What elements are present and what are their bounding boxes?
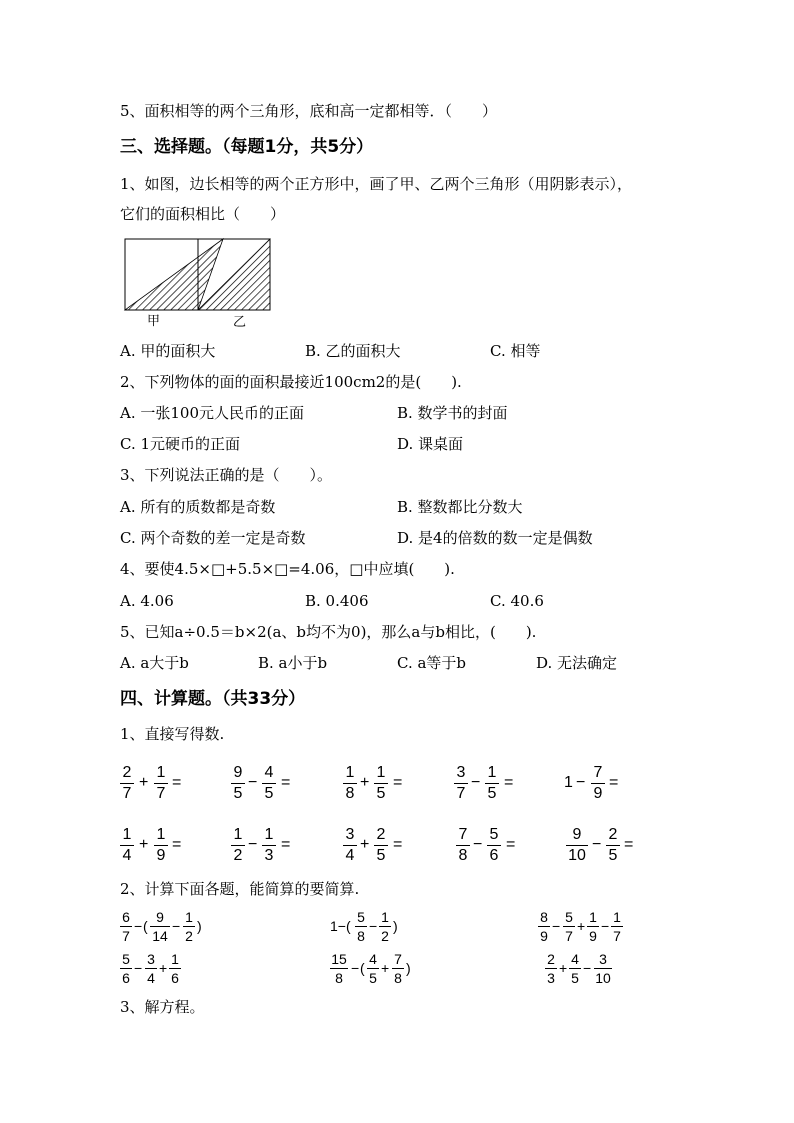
q5-option-d: D. 无法确定: [536, 654, 618, 672]
equals: =: [281, 774, 291, 791]
paren: ): [406, 960, 411, 976]
calc-q3-title: 3、解方程。: [120, 998, 205, 1016]
operator: +: [360, 774, 370, 791]
operator: +: [139, 836, 149, 853]
equals: =: [172, 774, 182, 791]
operator: +: [381, 960, 390, 976]
fraction: 7 9: [591, 765, 605, 802]
operator: +: [139, 774, 149, 791]
figure-label-jia: 甲: [147, 314, 161, 329]
fraction: 7 8: [456, 827, 470, 864]
fraction: 4 5: [569, 952, 581, 985]
operator: −: [552, 918, 561, 934]
fraction: 3 4: [145, 952, 157, 985]
equals: =: [393, 774, 403, 791]
operator: +: [360, 836, 370, 853]
fraction: 6 7: [120, 910, 132, 943]
choice-q1-line2: 它们的面积相比（ ）: [120, 205, 286, 223]
q2-option-b: B. 数学书的封面: [397, 404, 508, 422]
operator: −: [473, 836, 483, 853]
section-3-heading: 三、选择题。（每题1分，共5分）: [120, 137, 374, 157]
q5-option-c: C. a等于b: [397, 654, 467, 672]
q3-option-c: C. 两个奇数的差一定是奇数: [120, 529, 306, 547]
calc-q2-title: 2、计算下面各题，能简算的要简算.: [120, 880, 360, 898]
fraction: 3 10: [595, 951, 611, 986]
operator: −: [592, 836, 602, 853]
operator: −: [583, 960, 592, 976]
fraction: 1 5: [374, 765, 388, 802]
integer-one: 1: [564, 774, 573, 791]
fraction: 1 4: [120, 827, 134, 864]
fraction: 2 5: [374, 827, 388, 864]
fraction: 9 10: [566, 827, 588, 864]
q1-option-c: C. 相等: [490, 342, 541, 360]
operator: −: [576, 774, 586, 791]
fraction: 15 8: [331, 951, 347, 986]
calc-q1-title: 1、直接写得数.: [120, 725, 225, 743]
equals: =: [504, 774, 514, 791]
fraction: 4 5: [367, 952, 379, 985]
one-minus-paren: 1−(: [330, 918, 351, 934]
equals: =: [393, 836, 403, 853]
operator: −: [248, 774, 258, 791]
equals: =: [172, 836, 182, 853]
fraction: 4 5: [262, 765, 276, 802]
q1-option-a: A. 甲的面积大: [120, 342, 216, 360]
operator: +: [159, 960, 168, 976]
fraction: 7 8: [392, 952, 404, 985]
operator: −: [601, 918, 610, 934]
q2-option-c: C. 1元硬币的正面: [120, 435, 241, 453]
equals: =: [624, 836, 634, 853]
choice-q1-line1: 1、如图，边长相等的两个正方形中，画了甲、乙两个三角形（用阴影表示），: [120, 175, 633, 193]
paren: ): [393, 918, 398, 934]
q5-option-a: A. a大于b: [120, 654, 189, 672]
fraction: 9 5: [231, 765, 245, 802]
q4-option-b: B. 0.406: [305, 592, 369, 610]
q3-option-b: B. 整数都比分数大: [397, 498, 523, 516]
operator: +: [559, 960, 568, 976]
choice-q4: 4、要使4.5×□+5.5×□=4.06，□中应填( ).: [120, 560, 455, 578]
q1-option-b: B. 乙的面积大: [305, 342, 401, 360]
choice-q2: 2、下列物体的面的面积最接近100cm2的是( ).: [120, 373, 462, 391]
fraction: 2 5: [606, 827, 620, 864]
q2-option-d: D. 课桌面: [397, 435, 464, 453]
equals: =: [281, 836, 291, 853]
figure-label-yi: 乙: [233, 315, 247, 329]
paren: ): [197, 918, 202, 934]
fraction: 1 7: [154, 765, 168, 802]
q2-option-a: A. 一张100元人民币的正面: [120, 404, 304, 422]
fraction: 9 14: [150, 910, 170, 943]
operator: +: [577, 918, 586, 934]
fraction: 1 8: [343, 765, 357, 802]
fraction: 1 2: [231, 827, 245, 864]
fraction: 1 2: [183, 910, 195, 943]
fraction: 5 6: [120, 952, 132, 985]
equals: =: [506, 836, 516, 853]
operator: −: [134, 960, 143, 976]
squares-triangles-figure: [123, 237, 273, 329]
fraction: 1 6: [169, 952, 181, 985]
fraction: 1 2: [379, 910, 391, 943]
operator: −: [248, 836, 258, 853]
fraction: 1 7: [611, 910, 623, 943]
fraction: 3 4: [343, 827, 357, 864]
q3-option-a: A. 所有的质数都是奇数: [120, 498, 276, 516]
q3-option-d: D. 是4的倍数的数一定是偶数: [397, 529, 593, 547]
fraction: 5 7: [563, 910, 575, 943]
equals: =: [609, 774, 619, 791]
fraction: 1 9: [154, 827, 168, 864]
operator: −: [351, 960, 360, 976]
fraction: 2 3: [545, 952, 557, 985]
fraction: 5 8: [355, 910, 367, 943]
fraction: 3 7: [454, 765, 468, 802]
fraction: 8 9: [538, 910, 550, 943]
fraction: 1 9: [587, 910, 599, 943]
paren: (: [143, 918, 148, 934]
paren: (: [360, 960, 365, 976]
section-4-heading: 四、计算题。（共33分）: [120, 689, 306, 709]
choice-q5: 5、已知a÷0.5＝b×2(a、b均不为0)，那么a与b相比，( ).: [120, 623, 537, 641]
fraction: 1 5: [485, 765, 499, 802]
judge-question-5: 5、面积相等的两个三角形，底和高一定都相等．（ ）: [120, 102, 498, 120]
fraction: 5 6: [487, 827, 501, 864]
operator: −: [172, 918, 181, 934]
q4-option-c: C. 40.6: [490, 592, 544, 610]
operator: −: [471, 774, 481, 791]
choice-q3: 3、下列说法正确的是（ ）。: [120, 466, 333, 484]
operator: −: [134, 918, 143, 934]
q4-option-a: A. 4.06: [120, 592, 174, 610]
fraction: 2 7: [120, 765, 134, 802]
fraction: 1 3: [262, 827, 276, 864]
operator: −: [369, 918, 378, 934]
q5-option-b: B. a小于b: [258, 654, 328, 672]
